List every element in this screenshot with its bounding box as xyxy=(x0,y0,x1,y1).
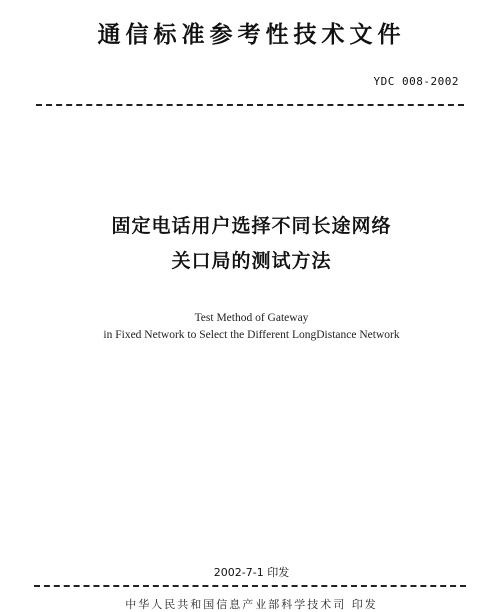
issuer-line: 中华人民共和国信息产业部科学技术司 印发 xyxy=(125,598,378,611)
top-divider xyxy=(36,104,464,106)
english-title-line-1: Test Method of Gateway xyxy=(194,312,309,324)
document-title-line-2: 关口局的测试方法 xyxy=(171,250,332,272)
issue-date: 2002-7-1 印发 xyxy=(213,566,290,579)
english-title-line-2: in Fixed Network to Select the Different LongDistance Network xyxy=(103,329,400,341)
bottom-divider xyxy=(34,585,466,587)
document-code: YDC 008-2002 xyxy=(373,75,459,88)
standard-category-title: 通信标准参考性技术文件 xyxy=(97,22,406,48)
document-title-line-1: 固定电话用户选择不同长途网络 xyxy=(111,215,392,237)
